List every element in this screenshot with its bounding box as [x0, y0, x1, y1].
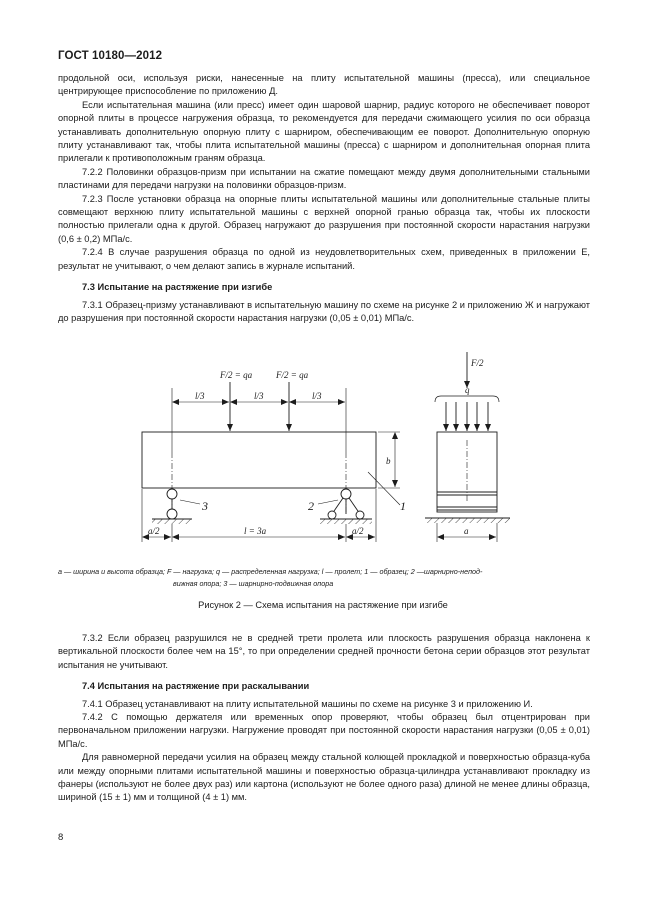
label-side-q: q: [465, 385, 470, 395]
top-text-block: [58, 72, 590, 325]
label-third-right: l/3: [312, 391, 322, 401]
label-dim-span: l = 3a: [244, 526, 267, 536]
label-third-left: l/3: [195, 391, 205, 401]
heading-7-4: 7.4 Испытания на растяжение при раскалывании: [82, 681, 310, 692]
heading-7-3: 7.3 Испытание на растяжение при изгибе: [82, 282, 273, 293]
label-dim-left: a/2: [148, 526, 160, 536]
figure-bending-scheme: [110, 352, 530, 552]
label-load-right: F/2 = qa: [276, 370, 309, 380]
paragraph-continuation: продольной оси, используя риски, нанесенные на плиту испытательной машины (пресса), или специальное центрирующее приспособление по приложению Д.: [58, 73, 590, 97]
paragraph-7-2-3: 7.2.3 После установки образца на опорные плиты испытательной машины или дополнительные стальные плиты совмещают верхнюю плиту испытательной машины с верхней опорной гранью образца так, чтобы их плоскости полностью прилегали одна к другой. Образец нагружают до разрушения при постоянной скорости нарастания нагрузки (0,6 ± 0,2) МПа/с.: [58, 193, 590, 244]
paragraph-7-2-4: 7.2.4 В случае разрушения образца по одной из неудовлетворительных схем, приведенных в приложении Е, результат не учитывают, о чем делают запись в журнале испытаний.: [58, 247, 590, 271]
paragraph-gasket: Для равномерной передачи усилия на образец между стальной колющей прокладкой и поверхностью образца-куба или между опорными плитами испытательной машины и поверхностью образца-цилиндра устанавливают прокладку из фанеры (используют не более двух раз) или картона (используют не более одного раза) длиной не менее длины образца, шириной (15 ± 1) мм и толщиной (4 ± 1) мм.: [58, 752, 590, 803]
label-support-3: 3: [202, 499, 208, 513]
specimen-beam: [142, 432, 376, 488]
label-third-mid: l/3: [254, 391, 264, 401]
label-support-2: 2: [308, 499, 314, 513]
legend-line-2: вижная опора; 3 — шарнирно-подвижная опора: [173, 579, 334, 588]
figure-legend: [58, 566, 590, 590]
label-side-width: a: [464, 526, 469, 536]
paragraph-7-4-2: 7.4.2 С помощью держателя или временных опор проверяют, чтобы образец был отцентрирован при первоначальном приложении нагрузки. Нагружение проводят при постоянной скорости нарастания нагрузки (0,05 ± 0,01) МПа/с.: [58, 712, 590, 749]
label-dim-right: a/2: [352, 526, 364, 536]
figure-caption: Рисунок 2 — Схема испытания на растяжение при изгибе: [198, 600, 448, 610]
legend-line-1: a — ширина и высота образца; F — нагрузка; q — распределенная нагрузка; l — пролет; 1 — образец; 2 —шарнирно-непод-: [58, 567, 483, 576]
paragraph-hinge: Если испытательная машина (или пресс) имеет один шаровой шарнир, радиус которого не обеспечивает поворот опорной плиты в процессе нагружения образца, то рекомендуется для передачи сжимающего усилия по оси образца устанавливать дополнительную опорную плиту с шарниром, обеспечивающим ее поворот. Дополнительную опорную плиту устанавливают так, чтобы плита испытательной машины (пресса) с шарниром и дополнительная опорная плита прилегали к противоположным граням образца.: [58, 99, 590, 164]
support-movable: [167, 489, 177, 499]
paragraph-7-3-2: 7.3.2 Если образец разрушился не в средней трети пролета или плоскость разрушения образца наклонена к вертикальной плоскости более чем на 15°, то при определении средней прочности бетона серии образцов этот результат испытания не учитывают.: [58, 633, 590, 670]
paragraph-7-3-1: 7.3.1 Образец-призму устанавливают в испытательную машину по схеме на рисунке 2 и приложению Ж и нагружают до разрушения при постоянной скорости нарастания нагрузки (0,05 ± 0,01) МПа/с.: [58, 299, 590, 323]
label-specimen-1: 1: [400, 499, 406, 513]
document-header: ГОСТ 10180—2012: [58, 50, 163, 62]
paragraph-7-4-1: 7.4.1 Образец устанавливают на плиту испытательной машины по схеме на рисунке 3 и приложению И.: [82, 698, 533, 709]
paragraph-7-2-2: 7.2.2 Половинки образцов-призм при испытании на сжатие помещают между двумя дополнительными стальными пластинами для передачи нагрузки на половинки образцов-призм.: [58, 166, 590, 191]
label-side-load: F/2: [471, 358, 484, 368]
label-load-left: F/2 = qa: [220, 370, 253, 380]
label-height: b: [386, 456, 391, 466]
page-number: 8: [58, 832, 64, 843]
support-fixed: [341, 489, 351, 499]
bottom-text-block: [58, 632, 590, 805]
